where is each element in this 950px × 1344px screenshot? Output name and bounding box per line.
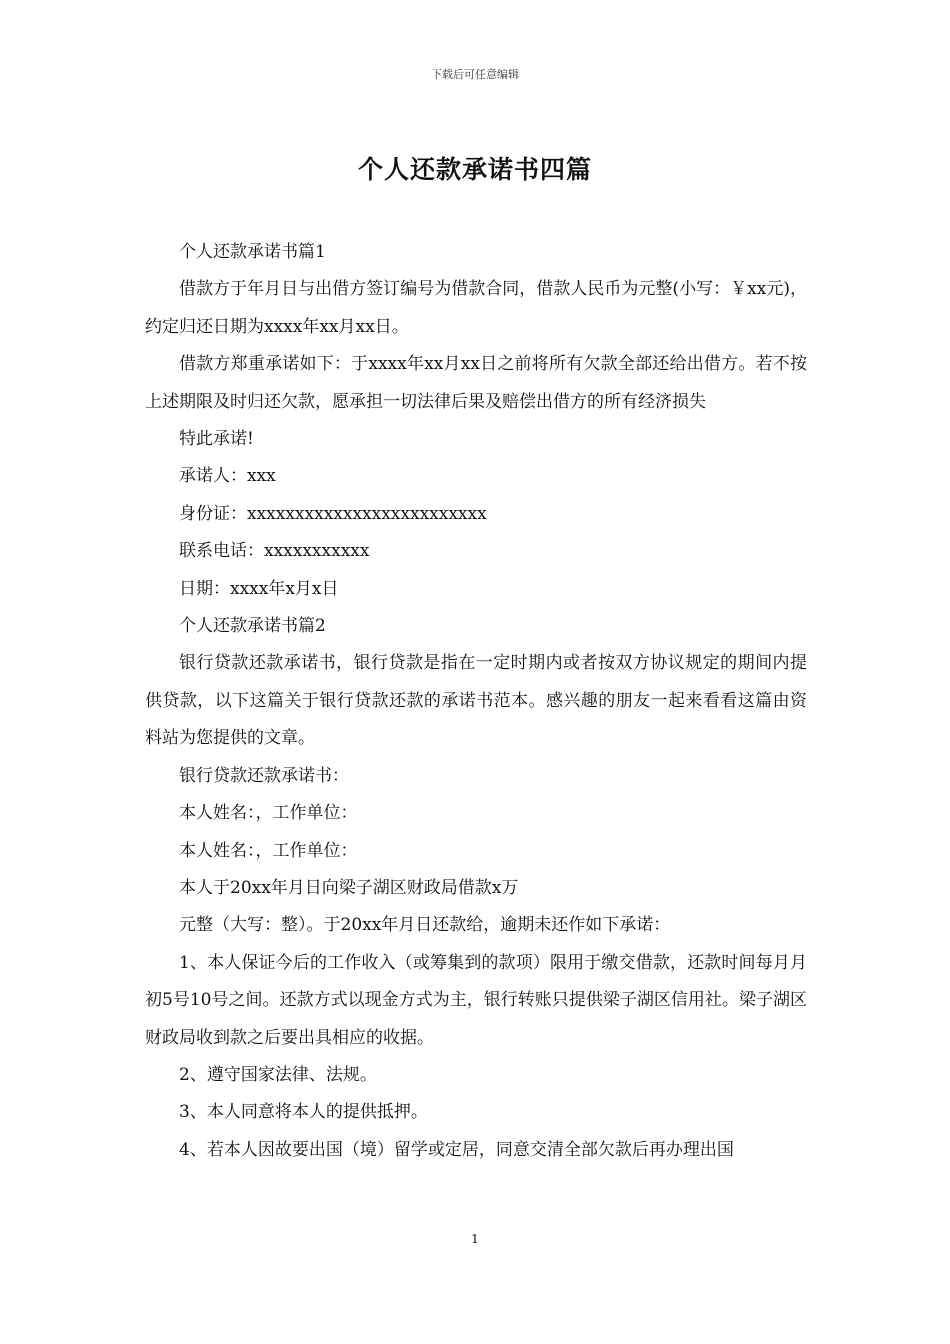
paragraph: 元整（大写：整）。于20xx年月日还款给，逾期未还作如下承诺： [179, 915, 671, 936]
name-line: 本人姓名：，工作单位： [179, 840, 358, 861]
section-heading-2: 个人还款承诺书篇2 [179, 616, 326, 637]
list-item: 4、若本人因故要出国（境）留学或定居，同意交清全部欠款后再办理出国 [179, 1139, 734, 1160]
paragraph: 借款方于年月日与出借方签订编号为借款合同，借款人民币为元整(小写：￥xx元)，约定归还日期为xxxx年xx月xx日。 [145, 279, 807, 337]
phone-line: 联系电话：xxxxxxxxxxx [179, 541, 370, 562]
paragraph: 银行贷款还款承诺书，银行贷款是指在一定时期内或者按双方协议规定的期间内提供贷款，以下这篇关于银行贷款还款的承诺书范本。感兴趣的朋友一起来看看这篇由资料站为您提供的文章。 [145, 653, 807, 749]
paragraph: 借款方郑重承诺如下：于xxxx年xx月xx日之前将所有欠款全部还给出借方。若不按上述期限及时归还欠款，愿承担一切法律后果及赔偿出借方的所有经济损失 [145, 354, 807, 412]
paragraph: 银行贷款还款承诺书： [179, 765, 349, 786]
list-item: 3、本人同意将本人的提供抵押。 [179, 1102, 428, 1123]
paragraph: 本人于20xx年月日向梁子湖区财政局借款x万 [179, 877, 519, 898]
document-title: 个人还款承诺书四篇 [357, 155, 592, 184]
promisor-line: 承诺人：xxx [179, 466, 276, 487]
id-card-line: 身份证：xxxxxxxxxxxxxxxxxxxxxxxxx [179, 503, 487, 524]
page-number: 1 [471, 1232, 479, 1246]
section-heading-1: 个人还款承诺书篇1 [179, 242, 326, 262]
name-line: 本人姓名：，工作单位： [179, 803, 358, 824]
date-line: 日期：xxxx年x月x日 [179, 578, 339, 599]
document-body [145, 234, 807, 1169]
list-item: 1、本人保证今后的工作收入（或筹集到的款项）限用于缴交借款，还款时间每月月初5号10号之间。还款方式以现金方式为主，银行转账只提供梁子湖区信用社。梁子湖区财政局收到款之后要出具相应的收据。 [145, 952, 807, 1048]
list-item: 2、遵守国家法律、法规。 [179, 1064, 377, 1085]
paragraph: 特此承诺! [179, 429, 254, 450]
page-header: 下载后可任意编辑 [431, 68, 519, 81]
